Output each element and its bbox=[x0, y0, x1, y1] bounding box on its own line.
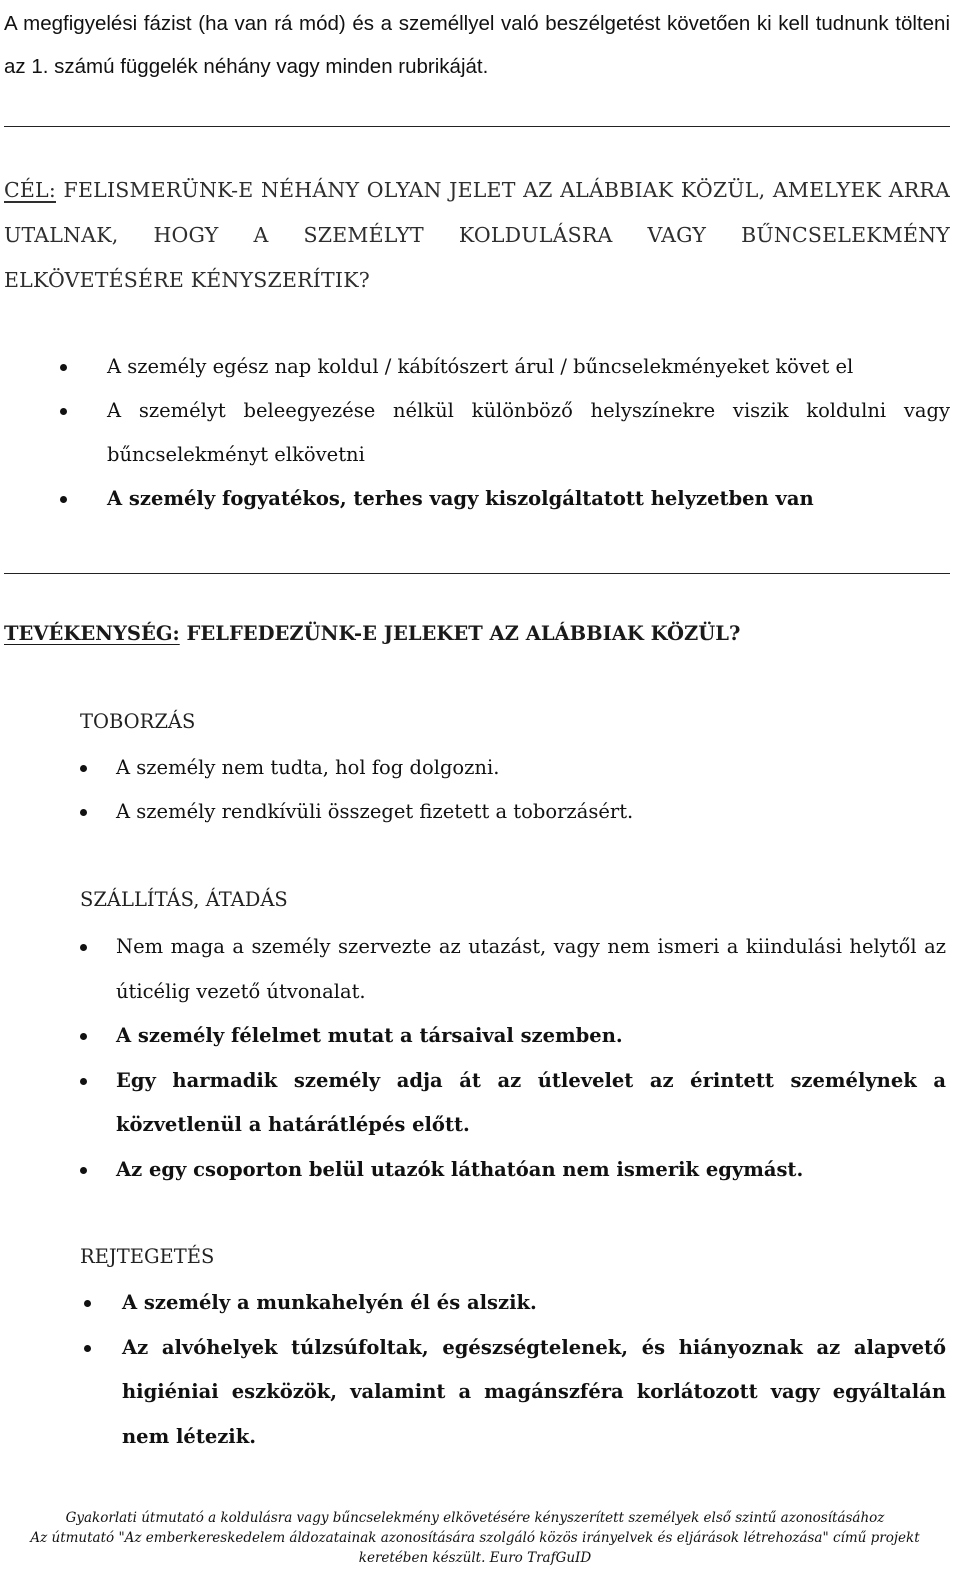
list-item-text: A személy a munkahelyén él és alszik. bbox=[122, 1291, 537, 1314]
recruitment-list bbox=[80, 746, 946, 834]
activity-heading bbox=[4, 614, 950, 654]
footer-line: Gyakorlati útmutató a koldulásra vagy bűncselekmény elkövetésére kényszerített személyek első szintű azonosításához bbox=[65, 1510, 885, 1526]
list-item bbox=[80, 1326, 946, 1460]
list-item-text: Egy harmadik személy adja át az útlevelet az érintett személynek a közvetlenül a határátlépés előtt. bbox=[116, 1068, 946, 1136]
footer-line: Az útmutató "Az emberkereskedelem áldozatainak azonosítására szolgáló közös irányelvek és eljárások létrehozása" című projekt bbox=[30, 1530, 920, 1546]
list-item-text: A személy fogyatékos, terhes vagy kiszolgáltatott helyzetben van bbox=[107, 487, 814, 510]
list-item-text: Nem maga a személy szervezte az utazást, vagy nem ismeri a kiindulási helytől az úticélig vezető útvonalat. bbox=[116, 935, 946, 1003]
section-divider bbox=[4, 573, 950, 574]
footer-line: keretében készült. Euro TrafGuID bbox=[358, 1550, 592, 1566]
harbouring-list bbox=[80, 1281, 946, 1459]
list-item bbox=[80, 925, 946, 1014]
bullet-icon bbox=[80, 1167, 87, 1174]
list-item-text: A személy egész nap koldul / kábítószert árul / bűncselekményeket követ el bbox=[107, 355, 854, 378]
transport-list bbox=[80, 925, 946, 1192]
section-divider bbox=[4, 126, 950, 127]
intro-paragraph: A megfigyelési fázist (ha van rá mód) és a személlyel való beszélgetést követően ki kell tudnunk tölteni az 1. számú függelék néhány vagy minden rubrikáját. bbox=[4, 12, 950, 78]
bullet-icon bbox=[80, 1078, 87, 1085]
list-item bbox=[80, 1281, 946, 1326]
list-item bbox=[80, 790, 946, 834]
goal-heading bbox=[4, 168, 950, 303]
page-footer bbox=[0, 1508, 950, 1568]
list-item bbox=[60, 389, 950, 477]
list-item bbox=[80, 1148, 946, 1193]
section-title-recruitment: TOBORZÁS bbox=[80, 710, 196, 733]
list-item bbox=[80, 746, 946, 790]
bullet-icon bbox=[80, 944, 87, 951]
list-item bbox=[60, 345, 950, 389]
goal-text: FELISMERÜNK-E NÉHÁNY OLYAN JELET AZ ALÁBBIAK KÖZÜL, AMELYEK ARRA UTALNAK, HOGY A SZEMÉLYT KOLDULÁSRA VAGY BŰNCSELEKMÉNY ELKÖVETÉSÉRE KÉNYSZERÍTIK? bbox=[4, 178, 950, 292]
bullet-icon bbox=[60, 496, 67, 503]
goal-label: CÉL: bbox=[4, 178, 56, 202]
list-item-text: A személy félelmet mutat a társaival szemben. bbox=[116, 1024, 623, 1047]
bullet-icon bbox=[84, 1345, 91, 1352]
bullet-icon bbox=[80, 809, 87, 816]
list-item bbox=[60, 477, 950, 521]
section-title-transport: SZÁLLÍTÁS, ÁTADÁS bbox=[80, 888, 288, 911]
bullet-icon bbox=[84, 1300, 91, 1307]
bullet-icon bbox=[80, 765, 87, 772]
list-item bbox=[80, 1059, 946, 1148]
list-item bbox=[80, 1014, 946, 1059]
bullet-icon bbox=[80, 1033, 87, 1040]
list-item-text: A személy nem tudta, hol fog dolgozni. bbox=[116, 756, 500, 779]
list-item-text: A személyt beleegyezése nélkül különböző helyszínekre viszik koldulni vagy bűncselekményt elkövetni bbox=[107, 399, 950, 466]
activity-label: TEVÉKENYSÉG: bbox=[4, 622, 180, 645]
goal-indicator-list bbox=[60, 345, 950, 521]
section-title-harbouring: REJTEGETÉS bbox=[80, 1245, 215, 1268]
activity-text: FELFEDEZÜNK-E JELEKET AZ ALÁBBIAK KÖZÜL? bbox=[179, 622, 741, 645]
list-item-text: A személy rendkívüli összeget fizetett a toborzásért. bbox=[116, 800, 634, 823]
list-item-text: Az alvóhelyek túlzsúfoltak, egészségtelenek, és hiányoznak az alapvető higiéniai eszközök, valamint a magánszféra korlátozott vagy egyáltalán nem létezik. bbox=[122, 1335, 946, 1448]
list-item-text: Az egy csoporton belül utazók láthatóan nem ismerik egymást. bbox=[116, 1157, 804, 1181]
bullet-icon bbox=[60, 364, 67, 371]
bullet-icon bbox=[60, 408, 67, 415]
